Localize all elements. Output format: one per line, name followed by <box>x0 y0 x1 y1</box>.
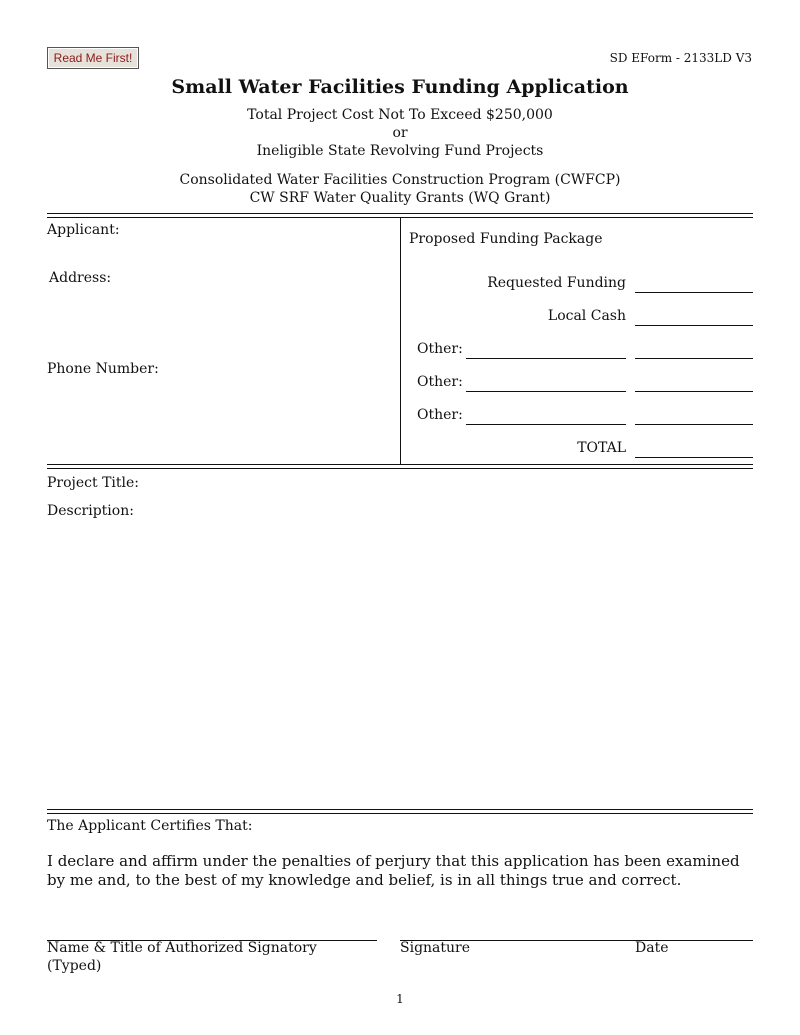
subtitle-ineligible: Ineligible State Revolving Fund Projects <box>256 143 544 159</box>
local-cash-label: Local Cash <box>547 308 626 324</box>
other-description-field-3[interactable] <box>466 424 626 425</box>
subtitle-cost-limit: Total Project Cost Not To Exceed $250,000 <box>247 107 553 123</box>
certification-heading: The Applicant Certifies That: <box>47 818 253 834</box>
other-amount-field-2[interactable] <box>635 391 753 392</box>
project-title-label: Project Title: <box>47 475 140 491</box>
other-label-3: Other: <box>417 407 463 423</box>
requested-funding-label: Requested Funding <box>487 275 626 291</box>
address-label: Address: <box>49 270 112 286</box>
read-me-first-button[interactable]: Read Me First! <box>47 47 139 69</box>
total-field[interactable] <box>635 457 753 458</box>
other-amount-field-1[interactable] <box>635 358 753 359</box>
other-label-1: Other: <box>417 341 463 357</box>
requested-funding-field[interactable] <box>635 292 753 293</box>
page-number: 1 <box>396 992 404 1006</box>
section-divider <box>47 464 753 469</box>
other-label-2: Other: <box>417 374 463 390</box>
form-id: SD EForm - 2133LD V3 <box>609 51 752 65</box>
column-divider <box>400 218 401 465</box>
local-cash-field[interactable] <box>635 325 753 326</box>
signatory-typed-label: (Typed) <box>47 958 102 974</box>
subtitle-or: or <box>392 125 408 141</box>
signature-label: Signature <box>400 940 471 956</box>
description-label: Description: <box>47 503 134 519</box>
total-label: TOTAL <box>577 440 626 456</box>
certification-statement: I declare and affirm under the penalties of perjury that this application has been examined by me and, to the best of my knowledge and belief, is in all things true and correct. <box>47 852 740 889</box>
date-label: Date <box>635 940 669 956</box>
other-amount-field-3[interactable] <box>635 424 753 425</box>
section-divider <box>47 809 753 814</box>
page-title: Small Water Facilities Funding Application <box>171 76 629 98</box>
applicant-label: Applicant: <box>47 222 120 238</box>
other-description-field-1[interactable] <box>466 358 626 359</box>
other-description-field-2[interactable] <box>466 391 626 392</box>
signatory-name-label: Name & Title of Authorized Signatory <box>47 940 317 956</box>
funding-heading: Proposed Funding Package <box>409 231 603 247</box>
phone-label: Phone Number: <box>47 361 159 377</box>
subtitle-program: Consolidated Water Facilities Construction Program (CWFCP) <box>179 172 621 188</box>
subtitle-grant: CW SRF Water Quality Grants (WQ Grant) <box>249 190 551 206</box>
